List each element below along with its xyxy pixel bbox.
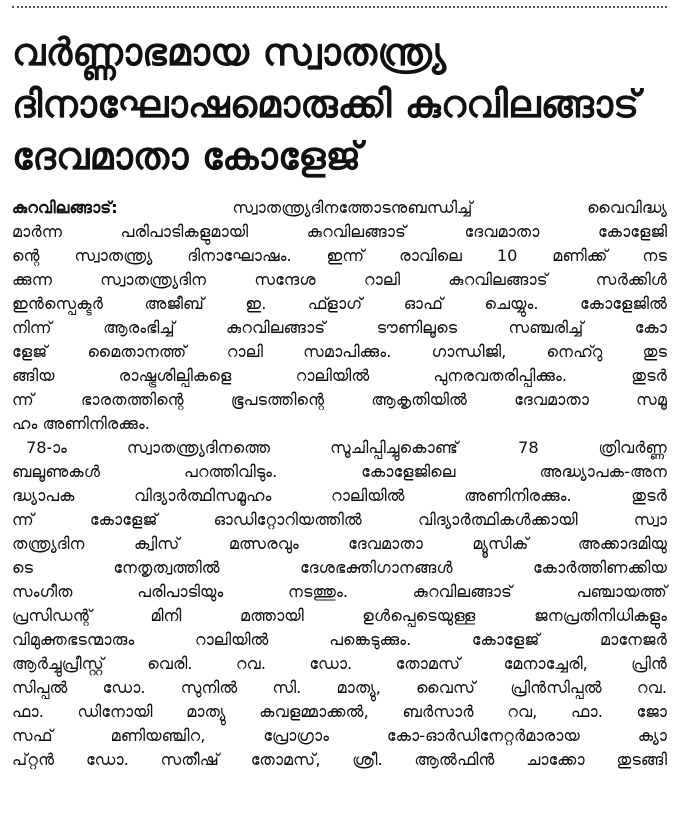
headline-line: ദിനാഘോഷമൊരുക്കി കുറവിലങ്ങാട് — [12, 82, 640, 126]
body-line: ഫാ. ഡിനോയി മാത്യു കവളമ്മാക്കൽ, ബർസാർ റവ, ഫാ. ജോ — [12, 702, 667, 721]
paragraph-1 — [12, 196, 667, 436]
dateline: കുറവിലങ്ങാട്: — [12, 198, 118, 217]
body-line: ന്ന് കോളേജ് ഓഡിറ്റോറിയത്തിൽ വിദ്യാർത്ഥികൾക്കായി സ്വാ — [12, 510, 667, 529]
body-line: ഹം അണിനിരക്കും. — [12, 414, 150, 433]
body-line: ക്കുന്ന സ്വാതന്ത്ര്യദിന സന്ദേശ റാലി കുറവിലങ്ങാട് സർക്കിൾ — [12, 270, 667, 289]
body-line: ബലൂണുകൾ പറത്തിവിടും. കോളേജിലെ അദ്ധ്യാപക-അന — [12, 462, 667, 481]
body-line: ന്ന് ഭാരതത്തിന്റെ ഭൂപടത്തിന്റെ ആകൃതിയിൽ ദേവമാതാ സമൂ — [12, 390, 667, 409]
body-line: ദ്ധ്യാപക വിദ്യാർത്ഥിസമൂഹം റാലിയിൽ അണിനിരക്കും. തുടർ — [12, 486, 667, 505]
headline-line: വർണ്ണാഭമായ സ്വാതന്ത്ര്യ — [12, 30, 447, 74]
body-line: സഫ് മണിയഞ്ചിറ, പ്രോഗ്രാം കോ-ഓർഡിനേറ്റർമാരായ ക്യാ — [12, 726, 667, 745]
body-line: പ്രസിഡന്റ് മിനി മത്തായി ഉൾപ്പെടെയുള്ള ജനപ്രതിനിധികളും — [12, 606, 667, 625]
body-line: നിന്ന് ആരംഭിച്ച് കുറവിലങ്ങാട് ടൗണിലൂടെ സഞ്ചരിച്ച് കോ — [12, 318, 667, 337]
headline — [12, 26, 667, 182]
article-body — [12, 196, 667, 772]
top-dotted-rule — [12, 6, 667, 8]
body-line: സംഗീത പരിപാടിയും നടത്തും. കുറവിലങ്ങാട് പഞ്ചായത്ത് — [12, 582, 667, 601]
body-line: ആർച്ചുപ്രീസ്റ്റ് വെരി. റവ. ഡോ. തോമസ് മേനാച്ചേരി, പ്രിൻ — [12, 654, 667, 673]
body-line: ഇൻസ്പെക്ടർ അജീബ് ഇ. ഫ്ളാഗ് ഓഫ് ചെയ്യും. കോളേജിൽ — [12, 294, 667, 313]
headline-line: ദേവമാതാ കോളേജ് — [12, 134, 362, 178]
body-line: സിപ്പൽ ഡോ. സുനിൽ സി. മാത്യു, വൈസ് പ്രിൻസിപ്പൽ റവ. — [12, 678, 667, 697]
body-line: വിമുക്തഭടന്മാരും റാലിയിൽ പങ്കെടുക്കും. കോളേജ് മാനേജർ — [12, 630, 667, 649]
body-line: ടെ നേതൃത്വത്തിൽ ദേശഭക്തിഗാനങ്ങൾ കോർത്തിണക്കിയ — [12, 558, 667, 577]
body-line: തന്ത്ര്യദിന ക്വിസ് മത്സരവും ദേവമാതാ മ്യൂസിക് അക്കാദമിയു — [12, 534, 667, 553]
body-line: 78-ാം സ്വാതന്ത്ര്യദിനത്തെ സൂചിപ്പിച്ചുകൊണ്ട് 78 ത്രിവർണ്ണ — [26, 438, 667, 457]
paragraph-2 — [12, 436, 667, 772]
body-line: പ്റ്റൻ ഡോ. സതീഷ് തോമസ്, ശ്രീ. ആൽഫിൻ ചാക്കോ തുടങ്ങി — [12, 750, 667, 769]
body-line: ങ്ങിയ രാഷ്ട്രശില്പികളെ റാലിയിൽ പുനരവതരിപ്പിക്കും. തുടർ — [12, 366, 667, 385]
body-line: ന്റെ സ്വാതന്ത്ര്യ ദിനാഘോഷം. ഇന്ന് രാവിലെ 10 മണിക്ക് നട — [12, 246, 667, 265]
body-line: ളേജ് മൈതാനത്ത് റാലി സമാപിക്കും. ഗാന്ധിജി, നെഹ്റു തുട — [12, 342, 667, 361]
body-line: മാർന്ന പരിപാടികളുമായി കുറവിലങ്ങാട് ദേവമാതാ കോളേജി — [12, 222, 667, 241]
body-line: കുറവിലങ്ങാട്: സ്വാതന്ത്ര്യദിനത്തോടനുബന്ധിച്ച് വൈവിദ്ധ്യ — [12, 198, 667, 217]
